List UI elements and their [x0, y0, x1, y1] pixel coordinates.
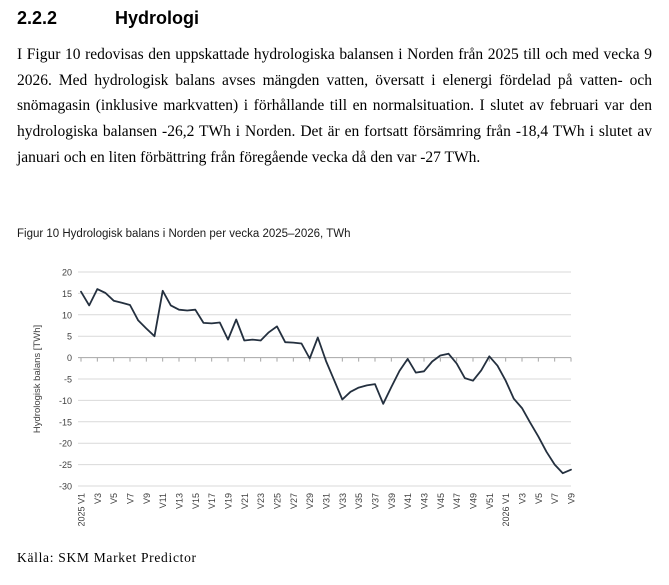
x-tick-label: V19 [223, 493, 234, 510]
y-tick-label: -5 [63, 374, 72, 385]
x-tick-label: V15 [190, 493, 201, 510]
x-tick-label: V39 [386, 493, 397, 510]
y-tick-label: 10 [61, 310, 72, 321]
source-note: Källa: SKM Market Predictor [17, 550, 197, 565]
x-tick-label: V9 [566, 493, 577, 505]
y-tick-label: -20 [58, 438, 72, 449]
section-heading [17, 8, 199, 29]
figure-caption: Figur 10 Hydrologisk balans i Norden per vecka 2025–2026, TWh [17, 228, 351, 240]
x-tick-label: V17 [207, 493, 218, 510]
y-tick-label: 15 [61, 288, 72, 299]
x-tick-label: 2025 V1 [76, 493, 87, 527]
x-tick-label: V13 [174, 493, 185, 510]
x-tick-label: V29 [305, 493, 316, 510]
x-tick-label: V23 [256, 493, 267, 510]
y-tick-label: -30 [58, 481, 72, 492]
y-tick-label: 20 [61, 267, 72, 278]
x-tick-label: 2026 V1 [501, 493, 512, 527]
x-tick-label: V3 [92, 493, 103, 505]
section-title: Hydrologi [115, 8, 199, 28]
x-tick-label: V41 [403, 493, 414, 510]
x-tick-label: V25 [272, 493, 283, 510]
x-tick-label: V33 [337, 493, 348, 510]
x-tick-label: V11 [158, 493, 169, 509]
x-tick-label: V49 [468, 493, 479, 510]
x-tick-label: V51 [484, 493, 495, 510]
chart-canvas [0, 253, 669, 553]
x-tick-label: V43 [419, 493, 430, 510]
y-axis-title: Hydrologisk balans [TWh] [32, 324, 43, 434]
body-paragraph: I Figur 10 redovisas den uppskattade hydrologiska balansen i Norden från 2025 till och med vecka 9 2026. Med hydrologisk balans avses mängden vatten, översatt i elenergi fördelad på vatten- och snömagasin (inklusive markvatten) i förhållande till en normalsituation. I slutet av februari var den hydrologiska balansen -26,2 TWh i Norden. Det är en fortsatt försämring från -18,4 TWh i slutet av januari och en liten förbättring från föregående vecka då den var -27 TWh. [17, 46, 652, 166]
x-tick-label: V3 [517, 493, 528, 505]
hydrology-balance-line [81, 289, 571, 473]
x-tick-label: V5 [109, 493, 120, 505]
x-tick-label: V35 [354, 493, 365, 510]
x-tick-label: V7 [125, 493, 136, 505]
y-tick-label: -15 [58, 417, 72, 428]
y-tick-label: 0 [66, 353, 72, 364]
x-tick-label: V37 [370, 493, 381, 510]
y-tick-label: -10 [58, 395, 72, 406]
x-tick-label: V47 [452, 493, 463, 510]
x-tick-label: V5 [533, 493, 544, 505]
section-number: 2.2.2 [17, 8, 58, 28]
y-tick-label: -25 [58, 460, 72, 471]
hydrology-balance-chart [0, 253, 669, 553]
x-tick-label: V7 [550, 493, 561, 505]
x-tick-label: V31 [321, 493, 332, 510]
x-tick-label: V21 [239, 493, 250, 510]
y-tick-label: 5 [66, 331, 72, 342]
x-tick-label: V27 [288, 493, 299, 510]
x-tick-label: V9 [141, 493, 152, 505]
x-tick-label: V45 [435, 493, 446, 510]
